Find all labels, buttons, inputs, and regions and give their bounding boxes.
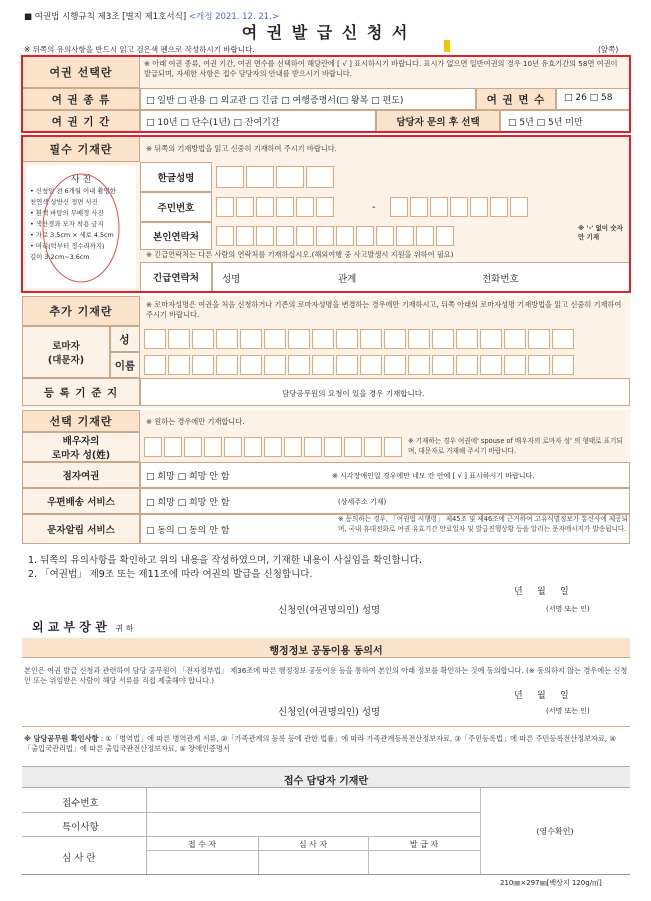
receipt-table [22, 788, 630, 874]
spouse-char-box[interactable] [164, 437, 182, 457]
surname-char-box[interactable] [192, 329, 214, 349]
resident-number-label: 주민번호 [140, 192, 212, 222]
registration-label: 등 록 기 준 지 [22, 378, 140, 406]
additional-note: ※ 로마자성명은 여권을 처음 신청하거나 기존의 로마자성명을 변경하는 경우에만 기재하시고, 뒤쪽 아래의 로마자성명 기재방법을 읽고 신중히 기재하여 주시기 바랍니다. [146, 300, 622, 319]
braille-label: 점자여권 [22, 462, 140, 488]
passport-type-options[interactable]: □ 일반 □ 관용 □ 외교관 □ 긴급 □ 여행증명서(□ 왕복 □ 편도) [146, 96, 404, 106]
additional-section [22, 296, 630, 408]
spouse-label-1: 배우자의 [62, 436, 100, 447]
declaration-sign[interactable]: (서명 또는 인) [546, 605, 590, 613]
given-char-box[interactable] [192, 355, 214, 375]
surname-char-box[interactable] [144, 329, 166, 349]
receipt-title: 접수 담당자 기재란 [283, 776, 369, 787]
roman-label-sub: (대문자) [47, 355, 85, 366]
surname-char-box[interactable] [552, 329, 574, 349]
optional-label: 선택 기재란 [22, 410, 140, 432]
given-char-box[interactable] [528, 355, 550, 375]
consent-title-bar [22, 638, 630, 658]
surname-char-box[interactable] [312, 329, 334, 349]
given-name-boxes[interactable] [140, 352, 630, 378]
passport-selection-label: 여권 선택란 [22, 56, 140, 88]
stamp-label[interactable]: (영수확인) [536, 827, 574, 836]
receipt-number-label: 접수번호 [62, 798, 99, 809]
surname-char-box[interactable] [456, 329, 478, 349]
korean-name-label: 한글성명 [140, 162, 212, 192]
braille-options[interactable]: □ 희망 □ 희망 안 함 [146, 472, 230, 482]
given-char-box[interactable] [336, 355, 358, 375]
sms-options[interactable]: □ 동의 □ 동의 안 함 [146, 526, 230, 536]
photo-rule-line: • 가로 3.5cm × 세로 4.5cm [30, 231, 114, 239]
spouse-char-box[interactable] [384, 437, 402, 457]
declaration-date[interactable]: 년 월 일 [514, 587, 569, 597]
yellow-mark [444, 40, 450, 52]
staff-consult-label: 담당자 문의 후 선택 [376, 110, 500, 132]
staff-consult-options[interactable]: □ 5년 □ 5년 미만 [508, 118, 583, 128]
emergency-note: ※ 긴급연락처는 다른 사람의 연락처를 기재하십시오.(해외여행 중 사고발생시 지원을 위하여 필요) [146, 250, 454, 259]
given-char-box[interactable] [264, 355, 286, 375]
mail-note: (상세주소 기재) [338, 498, 387, 506]
mail-label: 우편배송 서비스 [22, 488, 140, 514]
declaration-line-2: 2. 「여권법」 제9조 또는 제11조에 따라 여권의 발급을 신청합니다. [28, 569, 313, 580]
photo-rule-line: • 머리(턱부터 정수리까지) [30, 242, 105, 250]
receipt-title-bar [22, 766, 630, 788]
roman-label [22, 326, 110, 378]
photo-rule-line: 천연색 상반신 정면 사진 [30, 198, 98, 206]
resident-number-dash: - [372, 202, 376, 213]
declaration-applicant: 신청인(여권명의인) 성명 [278, 605, 381, 616]
spouse-char-box[interactable] [344, 437, 362, 457]
surname-char-box[interactable] [336, 329, 358, 349]
passport-pages-label: 여 권 면 수 [476, 88, 556, 110]
surname-char-box[interactable] [504, 329, 526, 349]
consent-date[interactable]: 년 월 일 [514, 691, 569, 701]
given-char-box[interactable] [384, 355, 406, 375]
required-note: ※ 뒤쪽의 기재방법을 읽고 신중히 기재하여 주시기 바랍니다. [146, 144, 337, 153]
photo-rule-line: 길이 3.2cm~3.6cm [30, 253, 90, 261]
given-char-box[interactable] [432, 355, 454, 375]
given-char-box[interactable] [480, 355, 502, 375]
surname-char-box[interactable] [360, 329, 382, 349]
optional-section [22, 410, 630, 544]
photo-rule-line: • 신청일 전 6개월 이내 촬영한 [30, 187, 116, 195]
passport-type-label: 여 권 종 류 [22, 88, 140, 110]
passport-selection-note: ※ 아래 여권 종류, 여권 기간, 여권 면수를 선택하여 해당란에 [ √ ] 표시하시기 바랍니다. 표시가 없으면 일반여권의 경우 10년 유효기간의 58면 여권이 발급되며, 자세한 사항은 접수 담당자의 안내를 받으시기 바랍니다. [144, 59, 618, 78]
surname-char-box[interactable] [240, 329, 262, 349]
spouse-char-box[interactable] [224, 437, 242, 457]
optional-note: ※ 원하는 경우에만 기재합니다. [146, 417, 245, 426]
declaration-line-1: 1. 뒤쪽의 유의사항을 확인하고 위의 내용을 작성하였으며, 기재한 내용이 사실임을 확인합니다. [28, 555, 423, 566]
given-char-box[interactable] [144, 355, 166, 375]
photo-rule-line: • 흰색 바탕의 무배경 사진 [30, 209, 104, 217]
consent-text: 본인은 여권 발급 신청과 관련하여 담당 공무원이 「전자정부법」 제36조에 따른 행정정보 공동이용 등을 통하여 본인의 아래 정보를 확인하는 것에 동의합니다. (※ 동의하지 않는 경우에는 신청인 또는 위임받은 사람이 해당 서류를 직접 제출해야 합니다.) [24, 666, 628, 685]
reviewer-label: 심 사 자 [298, 840, 328, 849]
receiver-label: 접 수 자 [187, 840, 217, 849]
surname-char-box[interactable] [288, 329, 310, 349]
given-char-box[interactable] [552, 355, 574, 375]
receipt-remarks-label: 특이사항 [62, 822, 99, 833]
given-char-box[interactable] [288, 355, 310, 375]
emergency-label: 긴급연락처 [140, 262, 212, 292]
surname-char-box[interactable] [216, 329, 238, 349]
required-highlight [21, 135, 631, 293]
consent-applicant: 신청인(여권명의인) 성명 [278, 707, 381, 718]
given-char-box[interactable] [456, 355, 478, 375]
given-char-box[interactable] [312, 355, 334, 375]
minister-label: 외 교 부 장 관 귀 하 [32, 620, 134, 634]
photo-rule-line: • 색안경과 모자 착용 금지 [30, 220, 104, 228]
phone-label: 본인연락처 [140, 222, 212, 250]
official-check-title: ※ 담당공무원 확인사항 [24, 734, 99, 743]
mail-options[interactable]: □ 희망 □ 희망 안 함 [146, 498, 230, 508]
emergency-relation[interactable]: 관계 [338, 274, 357, 285]
given-char-box[interactable] [504, 355, 526, 375]
emergency-phone[interactable]: 전화번호 [482, 274, 519, 285]
spouse-char-box[interactable] [364, 437, 382, 457]
spouse-char-box[interactable] [244, 437, 262, 457]
spouse-char-box[interactable] [204, 437, 222, 457]
registration-note[interactable]: 담당공무원의 요청이 있을 경우 기재합니다. [282, 389, 425, 398]
spouse-char-box[interactable] [304, 437, 322, 457]
surname-label: 성 [110, 326, 140, 352]
official-check [24, 734, 628, 754]
surname-char-box[interactable] [168, 329, 190, 349]
spouse-char-box[interactable] [264, 437, 282, 457]
emergency-name[interactable]: 성명 [222, 274, 241, 285]
spouse-char-box[interactable] [184, 437, 202, 457]
surname-char-box[interactable] [264, 329, 286, 349]
spouse-char-box[interactable] [284, 437, 302, 457]
form-title: 여 권 발 급 신 청 서 [241, 23, 410, 42]
sms-note: ※ 동의하는 경우, 「여권법 시행령」 제45조 및 제46조에 근거하여 고유식별정보가 통신사에 제공되며, 국내 휴대전화로 여권 유효기간 만료일자 및 발급진행상황 등을 알리는 문자메시지가 발송됩니다. [338, 515, 628, 533]
consent-title: 행정정보 공동이용 동의서 [269, 646, 383, 657]
passport-period-label: 여 권 기 간 [22, 110, 140, 132]
side-label: (앞쪽) [598, 45, 619, 54]
passport-selection-highlight [21, 55, 631, 133]
spouse-char-box[interactable] [324, 437, 342, 457]
given-char-box[interactable] [360, 355, 382, 375]
given-char-box[interactable] [168, 355, 190, 375]
roman-label-main: 로마자 [52, 341, 80, 352]
passport-period-options[interactable]: □ 10년 □ 단수(1년) □ 잔여기간 [146, 118, 280, 128]
issuer-label: 발 급 자 [409, 840, 439, 849]
revision-date: <개정 2021. 12. 21.> [188, 12, 280, 22]
spouse-note: ※ 기재하는 경우 여권에' spouse of 배우자의 로마자 성' 의 형태로 표기되며, 대문자로 기재해 주시기 바랍니다. [408, 437, 623, 455]
sms-label: 문자알림 서비스 [22, 514, 140, 544]
given-char-box[interactable] [216, 355, 238, 375]
spouse-label [22, 432, 140, 462]
given-char-box[interactable] [240, 355, 262, 375]
paper-spec: 210㎜×297㎜[백상지 120g/㎡] [500, 879, 602, 887]
surname-char-box[interactable] [432, 329, 454, 349]
surname-char-box[interactable] [528, 329, 550, 349]
braille-note: ※ 시각장애인일 경우에만 네모 칸 안에 [ √ ] 표시하시기 바랍니다. [332, 472, 535, 480]
given-name-label: 이름 [110, 352, 140, 378]
surname-char-box[interactable] [408, 329, 430, 349]
spouse-label-2: 로마자 성(姓) [51, 450, 111, 461]
passport-pages-options[interactable]: □ 26 □ 58 [564, 93, 613, 103]
surname-char-box[interactable] [480, 329, 502, 349]
consent-sign[interactable]: (서명 또는 인) [546, 707, 590, 715]
photo-title: 사 진 [70, 175, 92, 185]
official-check-text: : ①「병역법」에 따른 병역관계 서류, ②「가족관계의 등록 등에 관한 법률」에 따라 가족관계등록전산정보자료, ③「주민등록법」에 따른 주민등록전산정보자료, ④「출입국관리법」에 따른 출입국관전산정보자료, ⑤ 장애인증명서 [24, 734, 616, 753]
spouse-char-box[interactable] [144, 437, 162, 457]
surname-char-box[interactable] [384, 329, 406, 349]
form-reference: ■ 여권법 시행규칙 제3조 [별지 제1호서식] <개정 2021. 12. 21.> [24, 12, 280, 22]
additional-label: 추가 기재란 [22, 296, 140, 326]
instruction-text: ※ 뒤쪽의 유의사항을 반드시 읽고 검은색 펜으로 작성하시기 바랍니다. [24, 45, 255, 54]
given-char-box[interactable] [408, 355, 430, 375]
phone-note: ※ '-' 없이 숫자만 기재 [578, 224, 623, 241]
receipt-review-label: 심 사 란 [62, 853, 96, 864]
surname-boxes[interactable] [140, 326, 630, 352]
honorific: 귀 하 [115, 624, 134, 633]
required-label: 필수 기재란 [22, 136, 140, 162]
